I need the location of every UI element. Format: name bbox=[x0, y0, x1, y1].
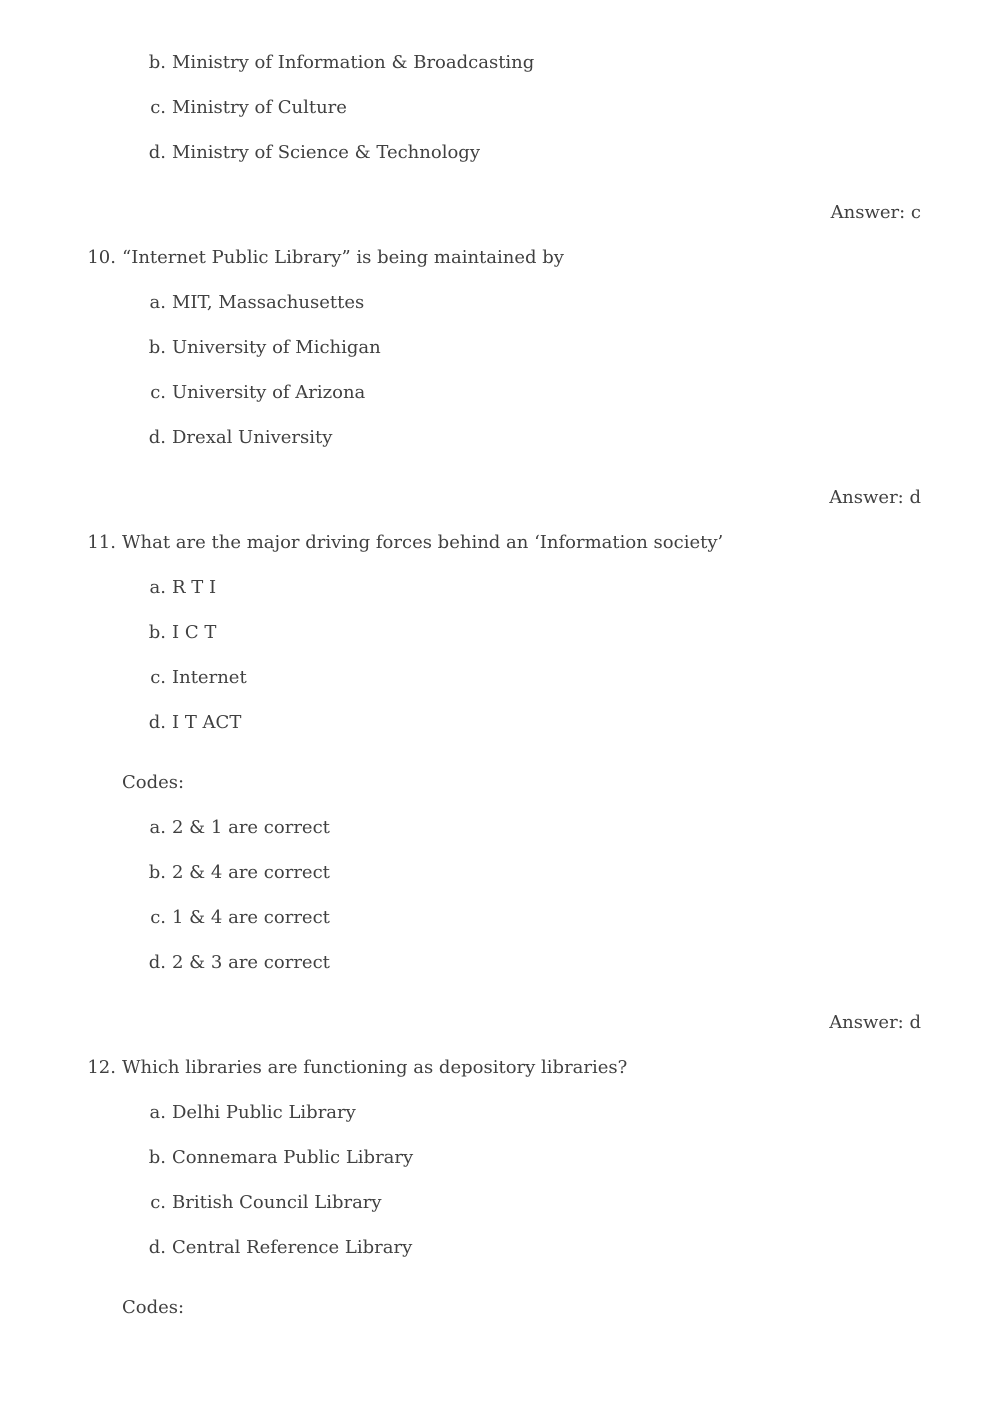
option-text: Central Reference Library bbox=[172, 1237, 413, 1258]
option-letter: b. bbox=[148, 337, 166, 358]
code-text: 2 & 3 are correct bbox=[172, 952, 330, 973]
option-text: University of Michigan bbox=[172, 337, 381, 358]
answer-text: Answer: d bbox=[829, 487, 921, 508]
option-text: R T I bbox=[172, 577, 217, 598]
option-text: Internet bbox=[172, 667, 247, 688]
option-letter: a. bbox=[149, 577, 166, 598]
option-letter: a. bbox=[149, 1102, 166, 1123]
question-text: Which libraries are functioning as depository libraries? bbox=[122, 1057, 628, 1078]
code-letter: a. bbox=[149, 817, 166, 838]
option-text: British Council Library bbox=[172, 1192, 382, 1213]
code-letter: c. bbox=[150, 907, 166, 928]
codes-label: Codes: bbox=[122, 1297, 185, 1318]
option-letter: c. bbox=[150, 97, 166, 118]
option-letter: b. bbox=[148, 622, 166, 643]
codes-label: Codes: bbox=[122, 772, 185, 793]
option-letter: b. bbox=[148, 1147, 166, 1168]
code-text: 2 & 1 are correct bbox=[172, 817, 330, 838]
option-letter: d. bbox=[148, 427, 166, 448]
question-number: 10. bbox=[87, 247, 116, 268]
option-text: MIT, Massachusettes bbox=[172, 292, 365, 313]
option-letter: a. bbox=[149, 292, 166, 313]
question-text: What are the major driving forces behind an ‘Information society’ bbox=[122, 532, 724, 553]
question-number: 12. bbox=[87, 1057, 116, 1078]
option-letter: c. bbox=[150, 382, 166, 403]
option-letter: b. bbox=[148, 52, 166, 73]
option-text: Ministry of Science & Technology bbox=[172, 142, 480, 163]
option-text: Ministry of Culture bbox=[172, 97, 347, 118]
answer-text: Answer: c bbox=[830, 202, 921, 223]
option-letter: d. bbox=[148, 712, 166, 733]
question-text: “Internet Public Library” is being maintained by bbox=[122, 247, 564, 268]
option-letter: d. bbox=[148, 142, 166, 163]
answer-text: Answer: d bbox=[829, 1012, 921, 1033]
option-text: I C T bbox=[172, 622, 217, 643]
option-letter: d. bbox=[148, 1237, 166, 1258]
question-number: 11. bbox=[87, 532, 116, 553]
option-letter: c. bbox=[150, 667, 166, 688]
code-text: 1 & 4 are correct bbox=[172, 907, 330, 928]
option-text: Connemara Public Library bbox=[172, 1147, 414, 1168]
option-text: University of Arizona bbox=[172, 382, 366, 403]
option-text: Ministry of Information & Broadcasting bbox=[172, 52, 535, 73]
code-letter: b. bbox=[148, 862, 166, 883]
code-letter: d. bbox=[148, 952, 166, 973]
option-text: Drexal University bbox=[172, 427, 333, 448]
code-text: 2 & 4 are correct bbox=[172, 862, 330, 883]
option-text: I T ACT bbox=[172, 712, 242, 733]
option-letter: c. bbox=[150, 1192, 166, 1213]
option-text: Delhi Public Library bbox=[172, 1102, 356, 1123]
